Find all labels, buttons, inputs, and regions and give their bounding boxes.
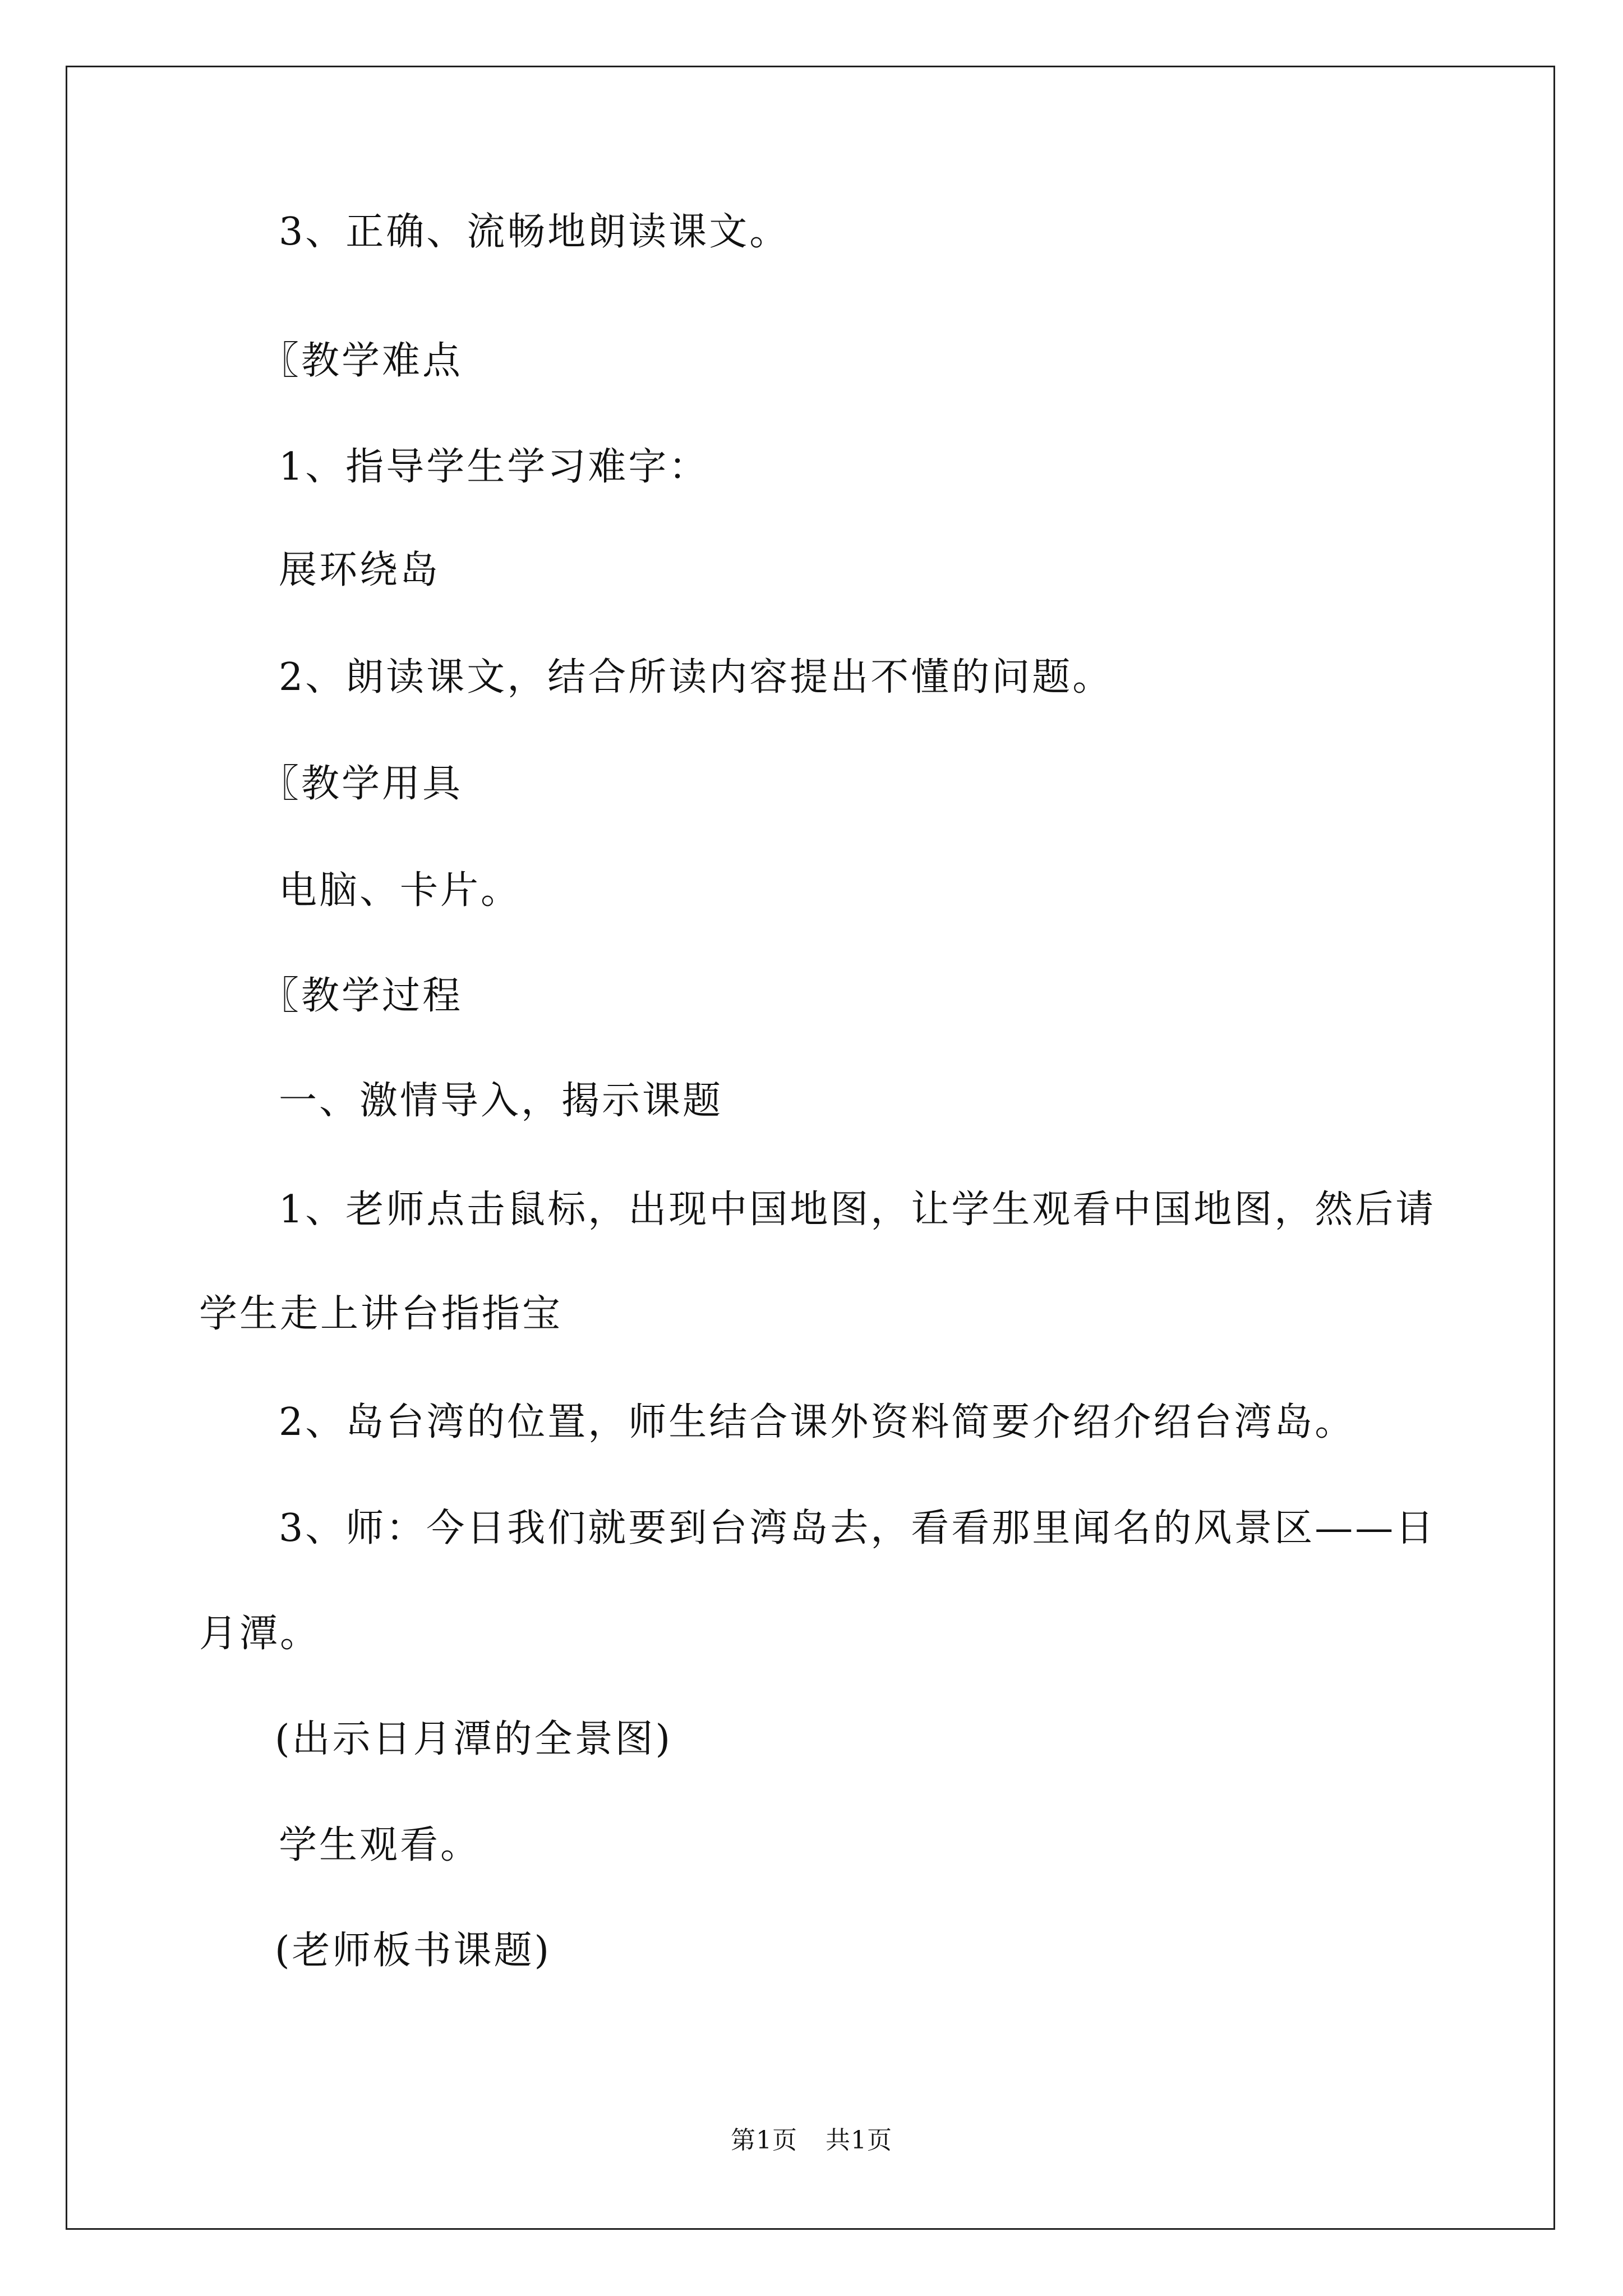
- section-heading: 〖教学过程: [261, 974, 463, 1018]
- page-number-current: 第1页: [731, 2126, 797, 2155]
- text-line: (出示日月潭的全景图): [275, 1717, 673, 1761]
- page-number-total: 共1页: [826, 2126, 892, 2155]
- section-heading: 〖教学用具: [261, 762, 463, 806]
- text-line: 3、正确、流畅地朗读课文。: [279, 210, 790, 254]
- text-line: 电脑、卡片。: [279, 868, 522, 913]
- text-line: 学生观看。: [279, 1823, 481, 1867]
- text-line: 1、指导学生学习难字：: [279, 445, 709, 489]
- text-line: 展环绕岛: [279, 548, 441, 592]
- text-line: (老师板书课题): [275, 1929, 552, 1973]
- text-line: 学生走上讲台指指宝: [199, 1292, 563, 1336]
- page-footer: [0, 2125, 1623, 2156]
- text-line: 3、师：今日我们就要到台湾岛去，看看那里闻名的风景区——日: [279, 1506, 1436, 1550]
- text-line: 月潭。: [199, 1612, 321, 1656]
- section-heading: 〖教学难点: [261, 339, 463, 383]
- text-line: 2、朗读课文，结合所读内容提出不懂的问题。: [279, 655, 1113, 700]
- text-line: 2、岛台湾的位置，师生结合课外资料简要介绍介绍台湾岛。: [279, 1400, 1355, 1444]
- text-line: 一、激情导入，揭示课题: [279, 1079, 723, 1123]
- text-line: 1、老师点击鼠标，出现中国地图，让学生观看中国地图，然后请: [279, 1188, 1436, 1232]
- page-border: [66, 66, 1555, 2230]
